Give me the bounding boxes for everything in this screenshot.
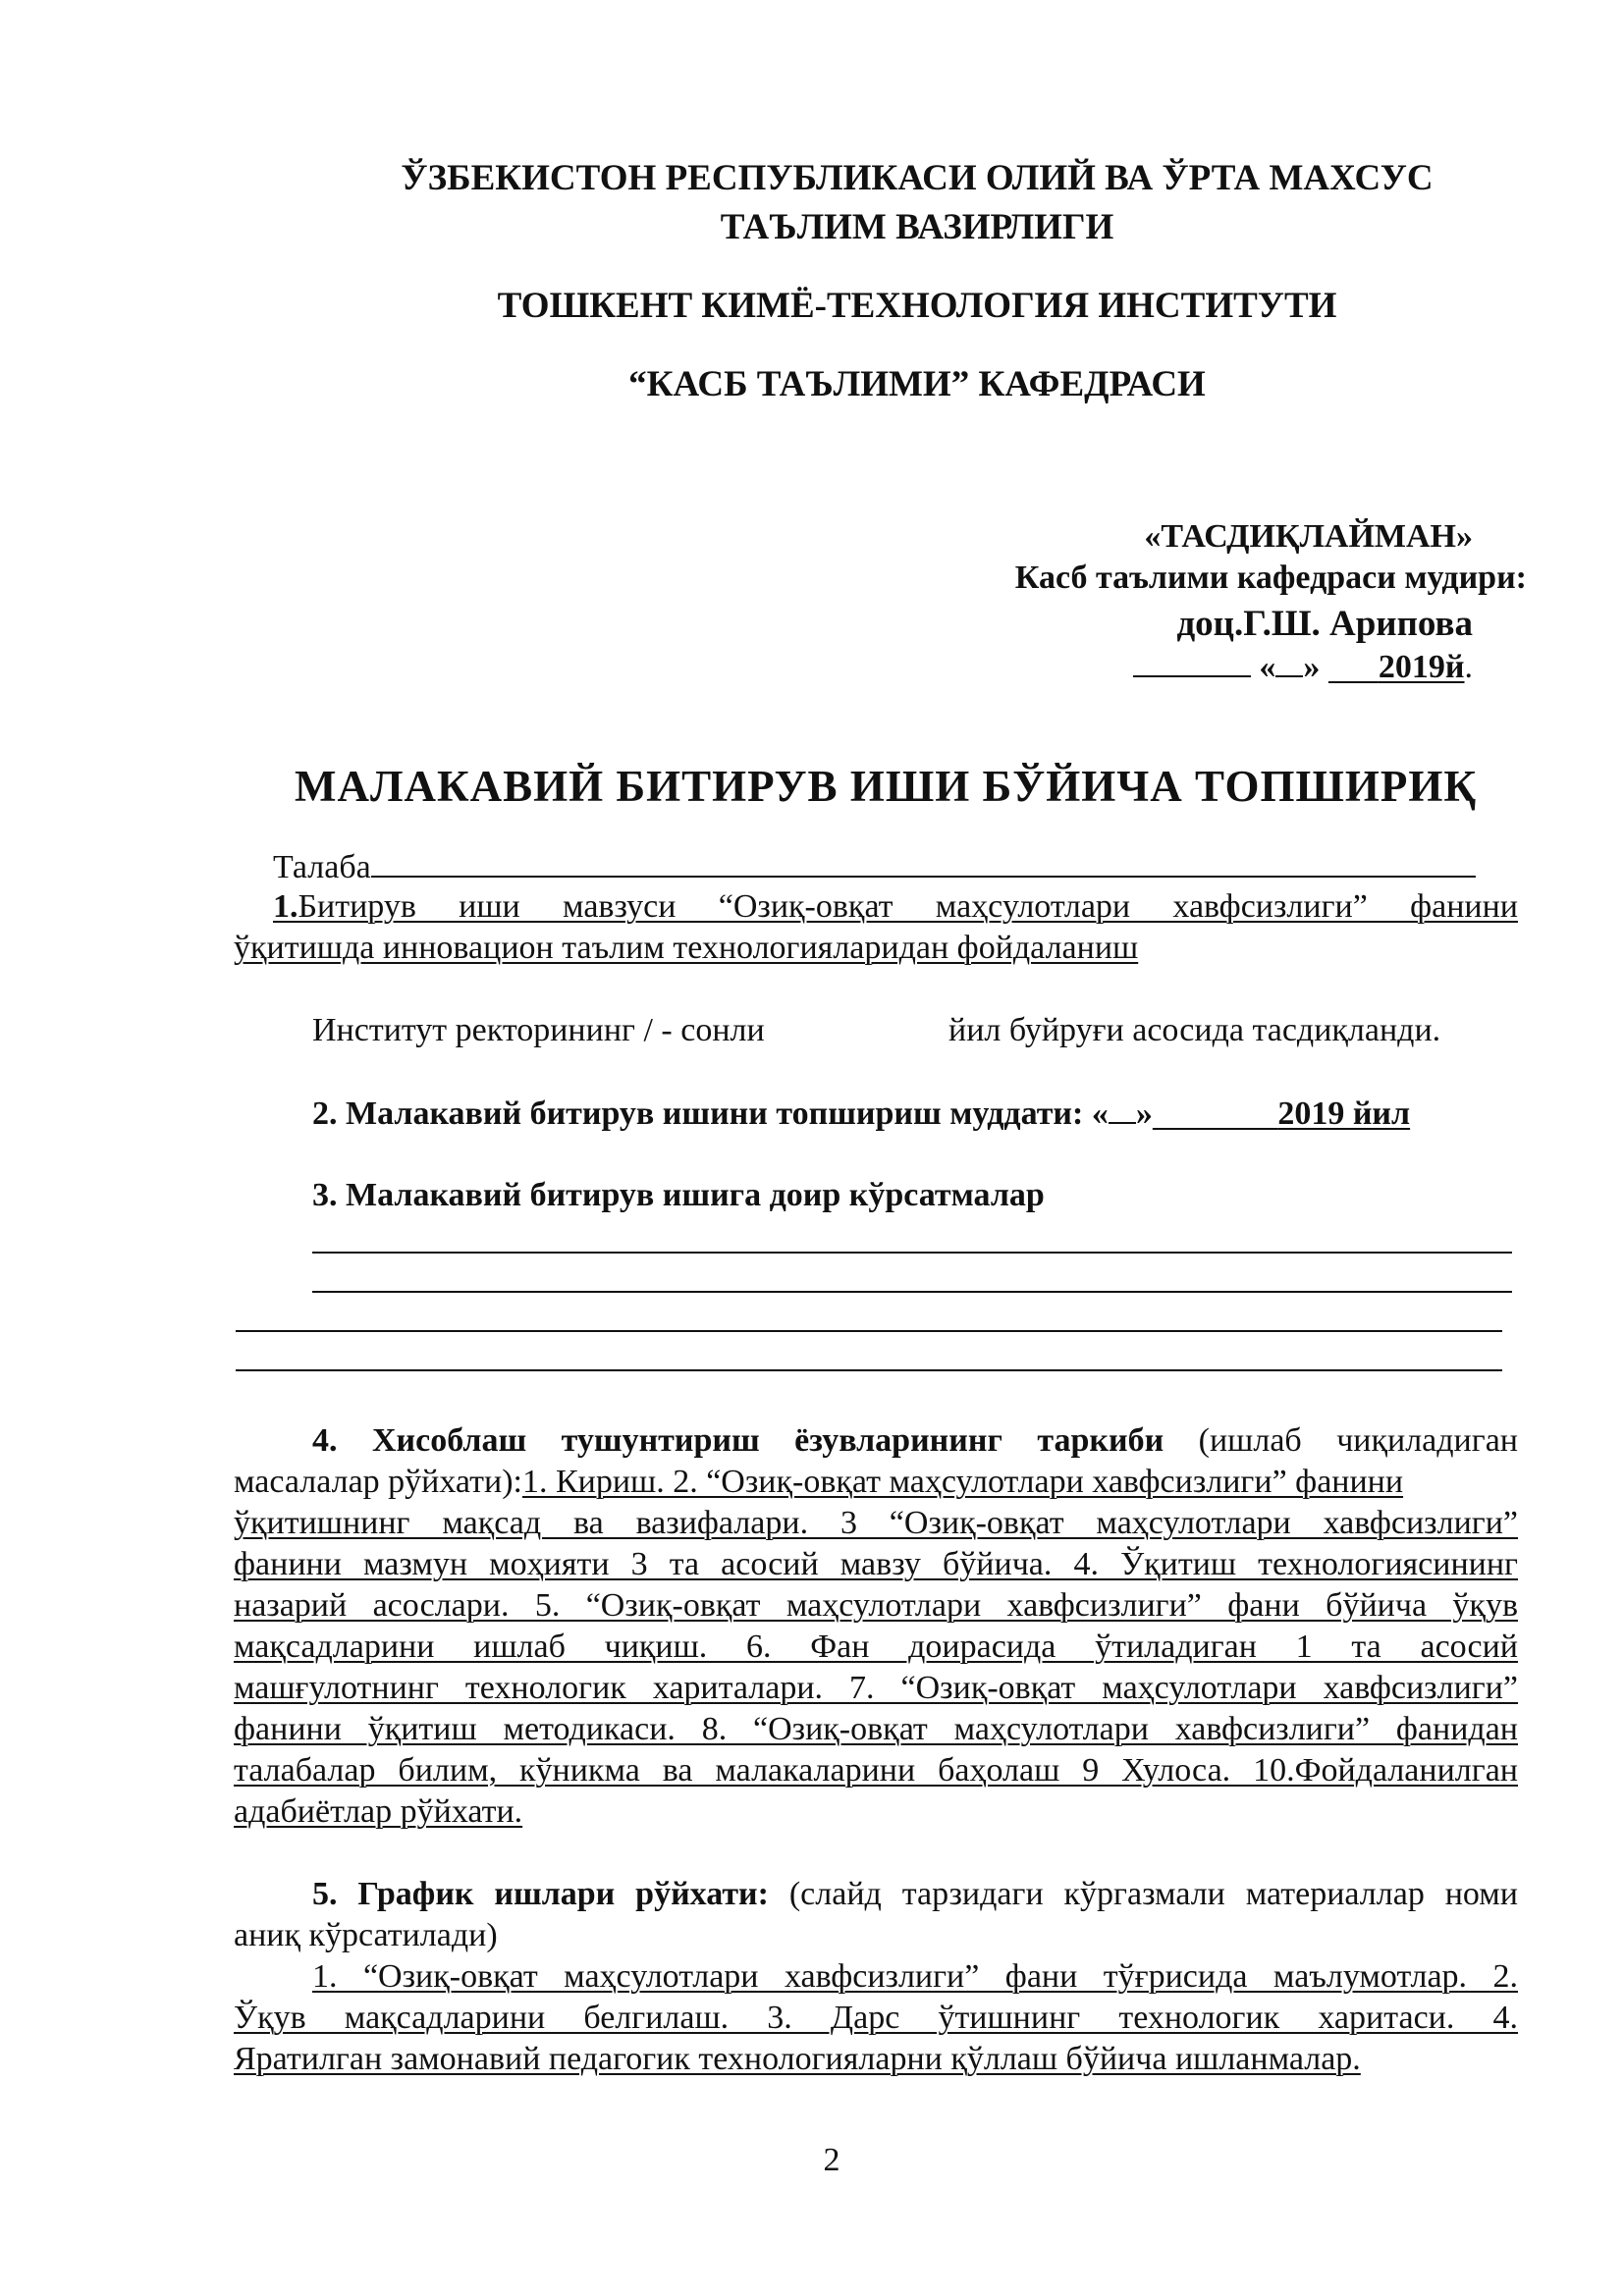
item5-intro: (слайд тарзидаги кўргазмали материаллар номи — [768, 1876, 1518, 1912]
page-number: 2 — [823, 2142, 840, 2178]
item1-number: 1. — [273, 888, 298, 925]
item4-line-1 — [234, 1462, 1403, 1502]
approval-date-open: « — [1259, 649, 1276, 685]
item4-list-0: 1. Кириш. 2. “Озиқ-овқат маҳсулотлари хавфсизлиги” фанини — [521, 1464, 1404, 1500]
ministry-line-1: ЎЗБЕКИСТОН РЕСПУБЛИКАСИ ОЛИЙ ВА ЎРТА МАХСУС — [401, 158, 1434, 198]
item3-answer-line-3[interactable] — [236, 1330, 1502, 1332]
approval-year-dot: . — [1464, 649, 1473, 685]
item5-list-2: Яратилган замонавий педагогик технологияларни қўллаш бўйича ишланмалар. — [234, 2041, 1361, 2077]
student-field — [273, 846, 1476, 887]
item2-label: 2. Малакавий битирув ишини топшириш муддати: « — [312, 1095, 1109, 1132]
item4-list-5: машғулотнинг технологик хариталари. 7. “Озиқ-овқат маҳсулотлари хавфсизлиги” — [234, 1670, 1518, 1706]
approval-date-close: » — [1303, 649, 1321, 685]
item5-bold: 5. График ишлари рўйхати: — [312, 1876, 769, 1912]
approval-date — [1080, 646, 1473, 686]
approval-year-text: 2019й — [1378, 649, 1465, 685]
item4-list-8: адабиётлар рўйхати. — [234, 1793, 523, 1830]
item4-list-3: назарий асослари. 5. “Озиқ-овқат маҳсулотлари хавфсизлиги” фани бўйича ўқув — [234, 1587, 1518, 1624]
item1-line-2: ўқитишда инновацион таълим технологияларидан фойдаланиш — [234, 930, 1139, 966]
item4-list-6: фанини ўқитиш методикаси. 8. “Озиқ-овқат маҳсулотлари хавфсизлиги” фанидан — [234, 1711, 1518, 1747]
item4-list-4: мақсадларини ишлаб чиқиш. 6. Фан доирасида ўтиладиган 1 та асосий — [234, 1629, 1518, 1665]
page-title: МАЛАКАВИЙ БИТИРУВ ИШИ БЎЙИЧА ТОПШИРИҚ — [295, 762, 1478, 811]
item1-text-1: Битирув иши мавзуси “Озиқ-овқат маҳсулотлари хавфсизлиги” фанини — [298, 888, 1518, 925]
item2-year — [1153, 1095, 1410, 1132]
institute-name: ТОШКЕНТ КИМЁ-ТЕХНОЛОГИЯ ИНСТИТУТИ — [497, 286, 1337, 326]
item2-close: » — [1135, 1095, 1153, 1132]
item3-label: 3. Малакавий битирув ишига доир кўрсатмалар — [312, 1177, 1045, 1213]
item2-day-blank — [1109, 1093, 1136, 1124]
ministry-line-2: ТАЪЛИМ ВАЗИРЛИГИ — [720, 207, 1114, 247]
approval-month-blank — [1275, 646, 1303, 677]
item4-list-1: ўқитишнинг мақсад ва вазифалари. 3 “Озиқ-овқат маҳсулотлари хавфсизлиги” — [234, 1505, 1518, 1541]
approval-name: доц.Г.Ш. Арипова — [1176, 604, 1473, 644]
item2-year-text: 2019 йил — [1277, 1095, 1411, 1132]
student-blank[interactable] — [371, 846, 1476, 878]
department-name: “КАСБ ТАЪЛИМИ” КАФЕДРАСИ — [628, 364, 1206, 404]
item3-answer-line-2[interactable] — [312, 1291, 1512, 1293]
item4-list-7: талабалар билим, кўникма ва малакаларини баҳолаш 9 Хулоса. 10.Фойдаланилган — [234, 1752, 1518, 1789]
approval-year — [1328, 649, 1465, 685]
item4-intro-2: масалалар рўйхати): — [234, 1464, 522, 1500]
item4-intro: (ишлаб чиқиладиган — [1164, 1422, 1518, 1459]
item4-list-2: фанини мазмун моҳияти 3 та асосий мавзу бўйича. 4. Ўқитиш технологиясининг — [234, 1546, 1518, 1582]
item5-list-0: 1. “Озиқ-овқат маҳсулотлари хавфсизлиги” фани тўғрисида маълумотлар. 2. — [312, 1958, 1518, 1995]
item5-intro-2: аниқ кўрсатилади) — [234, 1917, 498, 1953]
item4-bold: 4. Хисоблаш тушунтириш ёзувларининг таркиби — [312, 1422, 1164, 1459]
item1-line-1 — [273, 886, 1518, 927]
approval-day-blank — [1133, 646, 1251, 677]
item2-deadline — [312, 1093, 1410, 1134]
approval-stamp: «ТАСДИҚЛАЙМАН» — [1144, 518, 1473, 555]
item3-answer-line-1[interactable] — [312, 1252, 1512, 1254]
item5-heading — [312, 1874, 1518, 1914]
order-part-1: Институт ректорининг / - сонли — [312, 1012, 765, 1048]
approval-position: Касб таълими кафедраси мудири: — [1014, 560, 1527, 596]
item4-heading — [312, 1420, 1518, 1461]
order-part-2: йил буйруғи асосида тасдиқланди. — [948, 1012, 1441, 1048]
item5-list-1: Ўқув мақсадларини белгилаш. 3. Дарс ўтишнинг технологик харитаси. 4. — [234, 2000, 1518, 2036]
item3-answer-line-4[interactable] — [236, 1369, 1502, 1371]
student-label: Талаба — [273, 849, 371, 885]
